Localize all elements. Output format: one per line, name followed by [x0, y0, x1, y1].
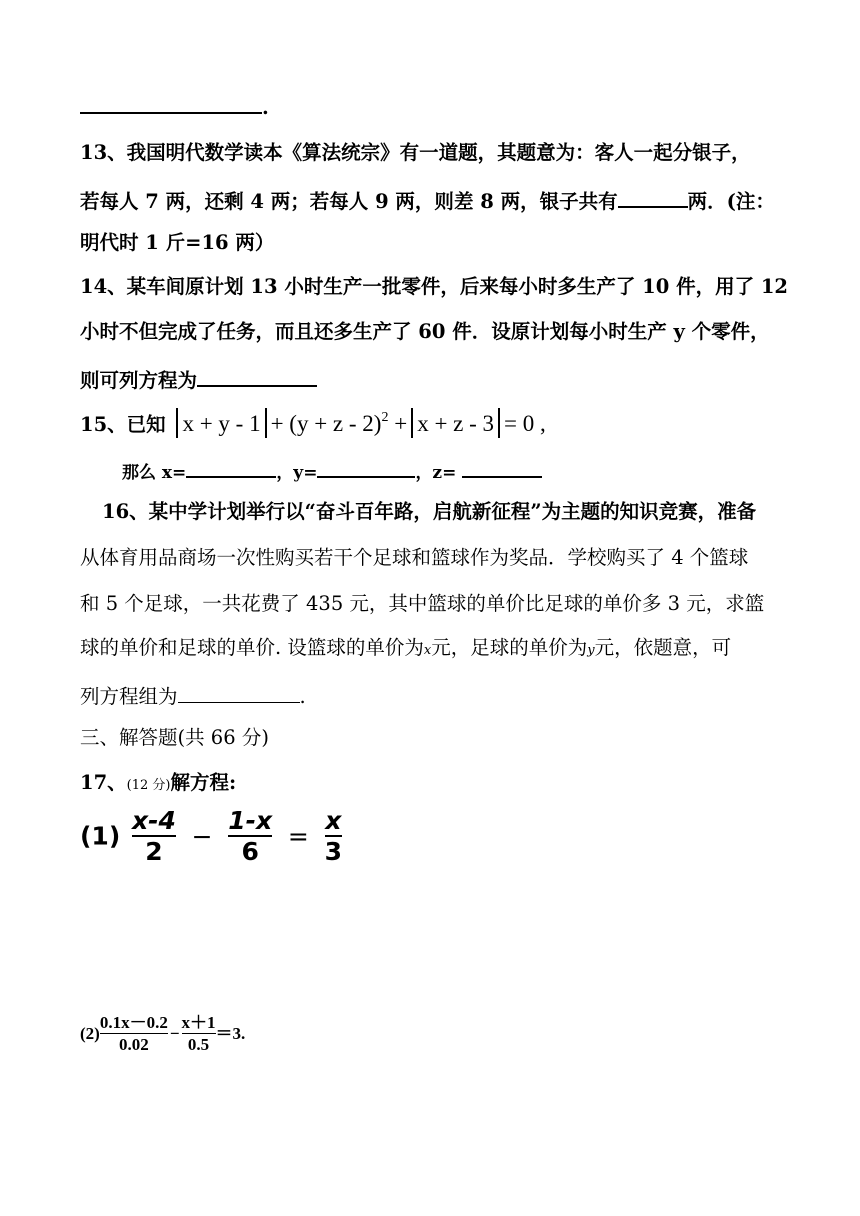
- q15-z-label: ，z=: [415, 463, 457, 483]
- var-x: x: [423, 643, 432, 658]
- q15-x-label: 那么 x=: [122, 463, 187, 483]
- equals-sign: =: [287, 821, 309, 851]
- exponent: 2: [381, 410, 389, 425]
- square-term: + (y + z - 2): [270, 411, 382, 436]
- denominator: 3: [324, 837, 342, 866]
- q17-header: [80, 773, 236, 793]
- fraction: [228, 808, 272, 864]
- q16-text-c: 元，依题意，可: [594, 636, 732, 659]
- fraction: [182, 1014, 216, 1053]
- plus-sign: +: [394, 411, 408, 436]
- denominator: 2: [145, 837, 163, 866]
- q14-answer-blank[interactable]: [197, 367, 317, 387]
- fraction-bar: [100, 1033, 168, 1034]
- fraction: [100, 1014, 168, 1053]
- abs-bar: [411, 408, 413, 438]
- equals-zero: = 0 ,: [504, 411, 546, 436]
- q13-line1: 13、我国明代数学读本《算法统宗》有一道题，其题意为：客人一起分银子，: [80, 141, 751, 164]
- eq2-label: (2): [80, 1024, 100, 1043]
- q16-line5: [80, 684, 306, 707]
- eq1-label: (1): [80, 821, 121, 851]
- q17-instruction: 解方程:: [170, 771, 237, 794]
- q13-line2: [80, 188, 775, 212]
- q13-answer-blank[interactable]: [618, 188, 688, 208]
- q14-text: 则可列方程为: [80, 369, 198, 392]
- q15-y-label: ，y=: [276, 463, 318, 483]
- q17-points: (12 分): [126, 778, 171, 793]
- q13-text-a: 若每人 7 两，还剩 4 两；若每人 9 两，则差 8 两，银子共有: [80, 190, 618, 213]
- fraction: [132, 808, 176, 864]
- q14-line2: 小时不但完成了任务，而且还多生产了 60 件．设原计划每小时生产 y 个零件，: [80, 320, 770, 343]
- numerator: x: [325, 806, 342, 835]
- q17-equation-1: [80, 808, 345, 864]
- q13-line3: 明代时 1 斤=16 两）: [80, 231, 275, 254]
- denominator: 0.02: [118, 1035, 149, 1054]
- denominator: 6: [241, 837, 259, 866]
- q16-line2: 从体育用品商场一次性购买若干个足球和篮球作为奖品．学校购买了 4 个篮球: [80, 546, 749, 569]
- q16-text-a: 球的单价和足球的单价. 设篮球的单价为: [80, 636, 424, 659]
- previous-answer-line: [80, 94, 269, 118]
- abs-bar: [265, 408, 267, 438]
- q15-line1: [80, 408, 546, 438]
- numerator: 0.1x－0.2: [99, 1013, 168, 1032]
- q16-answer-blank[interactable]: [178, 684, 300, 703]
- equation-rhs: ＝3.: [215, 1024, 246, 1043]
- numerator: x-4: [131, 806, 176, 835]
- fraction-bar: [182, 1033, 216, 1034]
- numerator: x＋1: [181, 1013, 216, 1032]
- z-answer-blank[interactable]: [462, 458, 542, 478]
- q14-line1: 14、某车间原计划 13 小时生产一批零件，后来每小时多生产了 10 件，用了 12: [80, 275, 788, 298]
- x-answer-blank[interactable]: [186, 458, 276, 478]
- y-answer-blank[interactable]: [317, 458, 415, 478]
- abs-bar: [176, 408, 178, 438]
- q16-period: .: [299, 685, 306, 708]
- var-y: y: [587, 643, 595, 658]
- q16-line4: [80, 638, 731, 658]
- minus-sign: −: [191, 821, 213, 851]
- period: .: [262, 96, 269, 119]
- q16-line1: 16、某中学计划举行以“奋斗百年路，启航新征程”为主题的知识竞赛，准备: [102, 500, 757, 523]
- q15-line2: [122, 458, 542, 482]
- abs-bar: [498, 408, 500, 438]
- q16-line3: 和 5 个足球，一共花费了 435 元，其中篮球的单价比足球的单价多 3 元，求篮: [80, 592, 765, 615]
- section-title: 三、解答题(共 66 分): [80, 726, 269, 749]
- abs-term-2: x + z - 3: [417, 411, 495, 436]
- numerator: 1-x: [228, 806, 273, 835]
- q17-equation-2: [80, 1014, 245, 1053]
- q13-text-b: 两．(注：: [687, 190, 775, 213]
- denominator: 0.5: [187, 1035, 210, 1054]
- answer-blank[interactable]: [80, 94, 262, 114]
- q16-text-d: 列方程组为: [80, 685, 178, 708]
- fraction: [325, 808, 342, 864]
- abs-term-1: x + y - 1: [182, 411, 261, 436]
- q15-equation: [172, 411, 545, 436]
- q14-line3: [80, 367, 317, 391]
- q16-text-b: 元，足球的单价为: [431, 636, 588, 659]
- minus-sign: −: [169, 1024, 180, 1043]
- q15-prefix: 15、已知: [80, 413, 166, 436]
- q17-number: 17、: [80, 771, 127, 794]
